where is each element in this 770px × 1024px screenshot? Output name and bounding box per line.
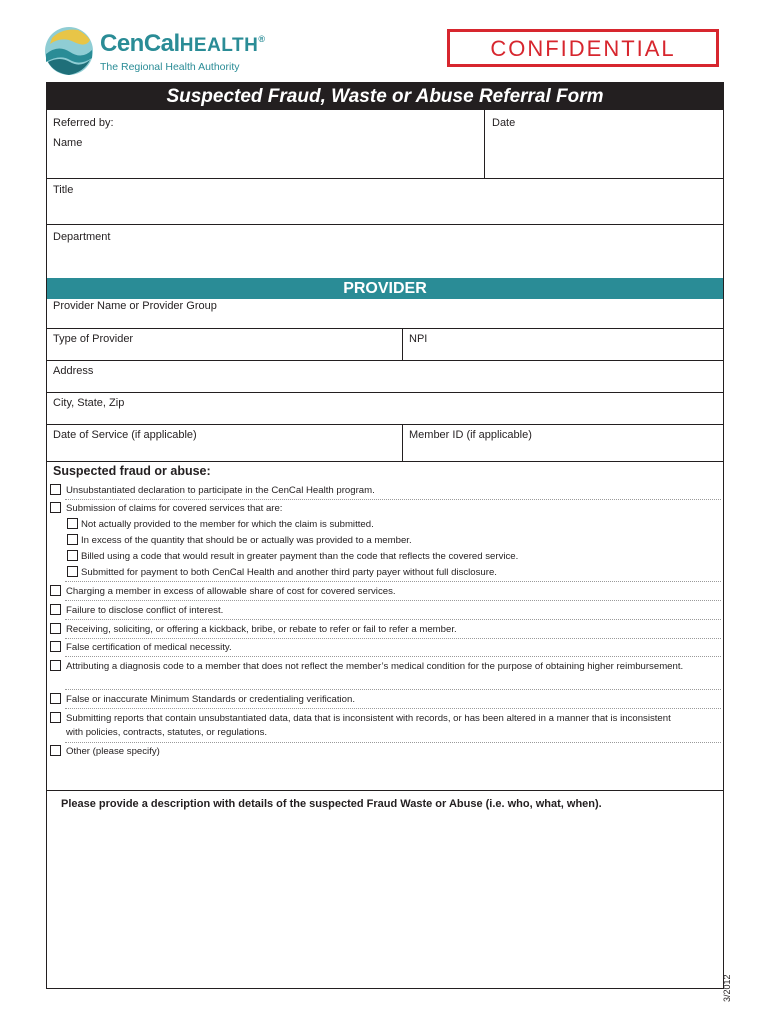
checkbox-option	[47, 745, 723, 759]
logo-wordmark: CenCalHEALTH®	[100, 30, 265, 57]
checkbox[interactable]	[50, 693, 61, 704]
checkbox[interactable]	[67, 550, 78, 561]
dotted-rule	[65, 708, 721, 709]
divider	[47, 224, 723, 225]
option-label: Not actually provided to the member for which the claim is submitted.	[81, 519, 374, 530]
checkbox-option	[47, 660, 723, 688]
dotted-rule	[65, 581, 721, 582]
provider-header: PROVIDER	[47, 278, 723, 299]
date-divider	[484, 110, 485, 178]
checkbox-option	[47, 604, 723, 618]
option-label: In excess of the quantity that should be or actually was provided to a member.	[81, 535, 412, 546]
checkbox[interactable]	[67, 534, 78, 545]
checkbox-suboption	[47, 550, 723, 564]
divider	[47, 178, 723, 179]
provider-name-label: Provider Name or Provider Group	[53, 300, 217, 312]
date-of-service-label: Date of Service (if applicable)	[53, 429, 197, 441]
dotted-rule	[65, 499, 721, 500]
checkbox[interactable]	[50, 585, 61, 596]
title-label: Title	[53, 184, 74, 196]
option-label: Other (please specify)	[66, 746, 160, 757]
option-label: Charging a member in excess of allowable share of cost for covered services.	[66, 586, 396, 597]
name-label: Name	[53, 137, 83, 149]
checkbox-option	[47, 484, 723, 498]
dotted-rule	[65, 600, 721, 601]
divider	[47, 424, 723, 425]
option-label: Submitting reports that contain unsubstantiated data, data that is inconsistent with records, or has been altered in a manner that is inconsistent with policies, contracts, statutes, or regulations.	[66, 713, 671, 738]
checkbox[interactable]	[50, 712, 61, 723]
suspected-fraud-heading: Suspected fraud or abuse:	[53, 464, 211, 478]
checkbox-option	[47, 641, 723, 655]
npi-label: NPI	[409, 333, 428, 345]
option-label: False certification of medical necessity.	[66, 642, 232, 653]
type-of-provider-label: Type of Provider	[53, 333, 134, 345]
divider	[47, 360, 723, 361]
option-label: Submission of claims for covered services that are:	[66, 503, 283, 514]
checkbox[interactable]	[50, 484, 61, 495]
confidential-stamp: CONFIDENTIAL	[447, 29, 719, 67]
checkbox[interactable]	[50, 623, 61, 634]
option-label: Failure to disclose conflict of interest.	[66, 605, 224, 616]
department-label: Department	[53, 231, 111, 243]
checkbox[interactable]	[50, 604, 61, 615]
checkbox[interactable]	[67, 518, 78, 529]
option-label: Submitted for payment to both CenCal Health and another third party payer without full disclosure.	[81, 567, 497, 578]
cencal-logo-icon	[44, 26, 94, 76]
checkbox[interactable]	[50, 745, 61, 756]
member-id-divider	[402, 424, 403, 461]
option-label: Billed using a code that would result in greater payment than the code that reflects the covered service.	[81, 551, 519, 562]
form-version: 3/2012	[722, 974, 732, 1002]
referred-by-label: Referred by:	[53, 117, 114, 129]
option-label: Attributing a diagnosis code to a member that does not reflect the member’s medical condition for the purpose of obtaining higher reimbursement.	[66, 661, 684, 672]
divider	[47, 392, 723, 393]
option-label: False or inaccurate Minimum Standards or credentialing verification.	[66, 694, 356, 705]
checkbox-option	[47, 712, 723, 740]
referral-form	[46, 82, 724, 989]
dotted-rule	[65, 619, 721, 620]
option-label: Unsubstantiated declaration to participate in the CenCal Health program.	[66, 485, 375, 496]
checkbox-suboption	[47, 518, 723, 532]
checkbox-suboption	[47, 534, 723, 548]
dotted-rule	[65, 656, 721, 657]
checkbox-option	[47, 623, 723, 637]
description-prompt: Please provide a description with details of the suspected Fraud Waste or Abuse (i.e. who, what, when).	[61, 798, 602, 810]
logo-tagline: The Regional Health Authority	[100, 61, 240, 73]
address-label: Address	[53, 365, 94, 377]
checkbox[interactable]	[50, 502, 61, 513]
divider	[47, 328, 723, 329]
checkbox-option	[47, 585, 723, 599]
dotted-rule	[65, 689, 721, 690]
form-title: Suspected Fraud, Waste or Abuse Referral Form	[47, 83, 723, 110]
checkbox-option	[47, 502, 723, 516]
cencal-health-logo	[44, 26, 264, 80]
checkbox-option	[47, 693, 723, 707]
checkbox[interactable]	[67, 566, 78, 577]
member-id-label: Member ID (if applicable)	[409, 429, 532, 441]
checkbox-suboption	[47, 566, 723, 580]
date-label: Date	[492, 117, 516, 129]
npi-divider	[402, 328, 403, 360]
checkbox[interactable]	[50, 660, 61, 671]
divider	[47, 790, 723, 791]
checkbox[interactable]	[50, 641, 61, 652]
dotted-rule	[65, 638, 721, 639]
divider	[47, 461, 723, 462]
option-label: Receiving, soliciting, or offering a kickback, bribe, or rebate to refer or fail to refer a member.	[66, 624, 457, 635]
city-state-zip-label: City, State, Zip	[53, 397, 125, 409]
dotted-rule	[65, 742, 721, 743]
